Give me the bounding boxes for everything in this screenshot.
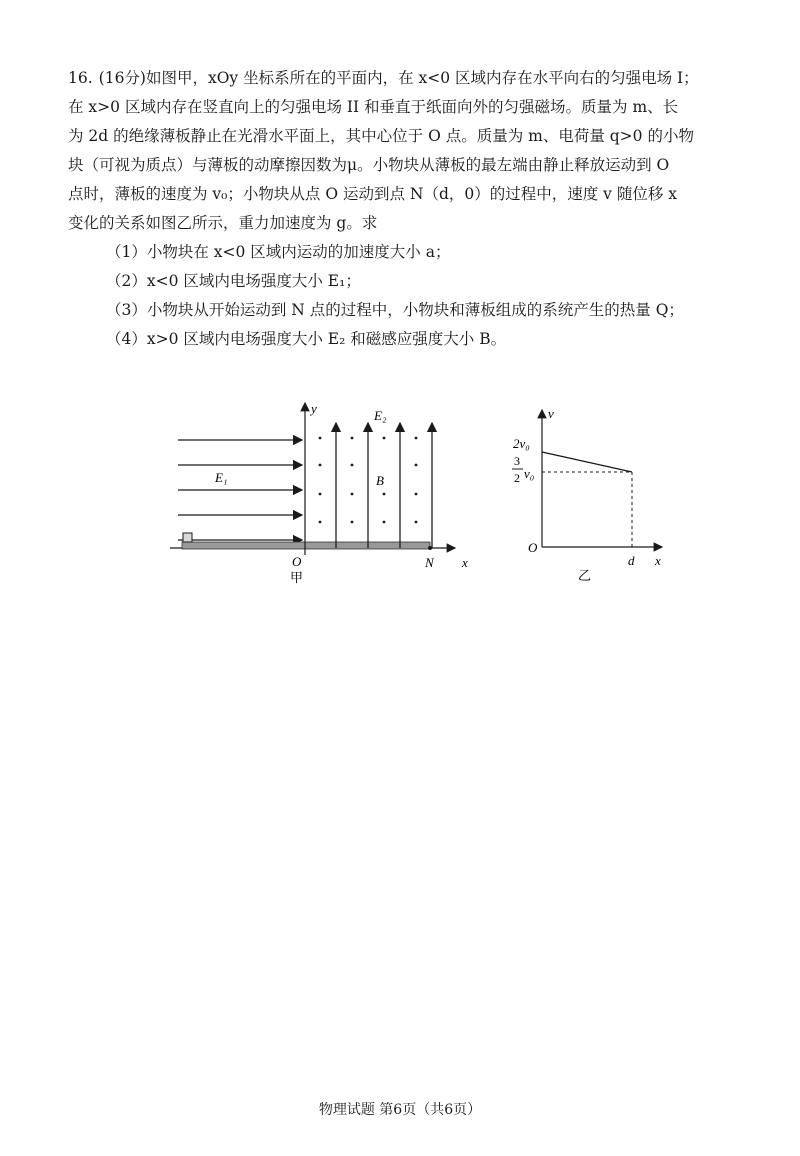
subquestion-1: （1）小物块在 x<0 区域内运动的加速度大小 a； [106,243,451,261]
question-line-5: 点时，薄板的速度为 v₀；小物块从点 O 运动到点 N（d，0）的过程中，速度 v 随位移 x [68,185,678,203]
subquestion-3: （3）小物块从开始运动到 N 点的过程中，小物块和薄板组成的系统产生的热量 Q； [106,301,684,319]
label-frac-den: 2 [514,471,520,485]
question-number: 16. [68,69,93,87]
question-line-6: 变化的关系如图乙所示，重力加速度为 g。求 [68,214,378,232]
caption-jia: 甲 [290,570,304,585]
label-e1: E₁ [215,470,228,485]
label-2v0: 2v₀ [513,436,530,451]
question-16 [68,64,748,354]
caption-yi: 乙 [578,568,592,583]
question-line-4: 块（可视为质点）与薄板的动摩擦因数为μ。小物块从薄板的最左端由静止释放运动到 O [68,156,670,174]
label-b: B [376,473,384,488]
label-n: N [425,555,434,570]
question-line-3: 为 2d 的绝缘薄板静止在光滑水平面上，其中心位于 O 点。质量为 m、电荷量 q>0 的小物 [68,127,694,145]
label-y-axis: y [311,401,317,416]
figure-jia [170,395,480,585]
label-v0: v₀ [524,466,535,481]
label-origin: O [292,554,302,569]
question-line-2: 在 x>0 区域内存在竖直向上的匀强电场 II 和垂直于纸面向外的匀强磁场。质量为 m、长 [68,98,679,116]
label-d: d [628,553,635,568]
subquestion-4: （4）x>0 区域内电场强度大小 E₂ 和磁感应强度大小 B。 [106,330,507,348]
question-score: (16分) [98,69,146,87]
label-v-axis: v [548,406,554,421]
small-block [183,533,192,542]
label-x-axis: x [655,553,661,568]
question-line-1 [68,64,748,93]
insulating-board [182,542,430,549]
figure-yi [500,400,680,585]
label-frac-num: 3 [514,454,520,468]
label-origin: O [528,540,538,555]
subquestion-2: （2）x<0 区域内电场强度大小 E₁； [106,272,361,290]
page-footer: 物理试题 第6页（共6页） [318,1102,482,1118]
v-x-series-line [542,452,632,472]
label-x-axis: x [462,555,468,570]
question-text: 如图甲，xOy 坐标系所在的平面内，在 x<0 区域内存在水平向右的匀强电场 I； [145,69,699,87]
label-e2: E₂ [374,408,387,423]
